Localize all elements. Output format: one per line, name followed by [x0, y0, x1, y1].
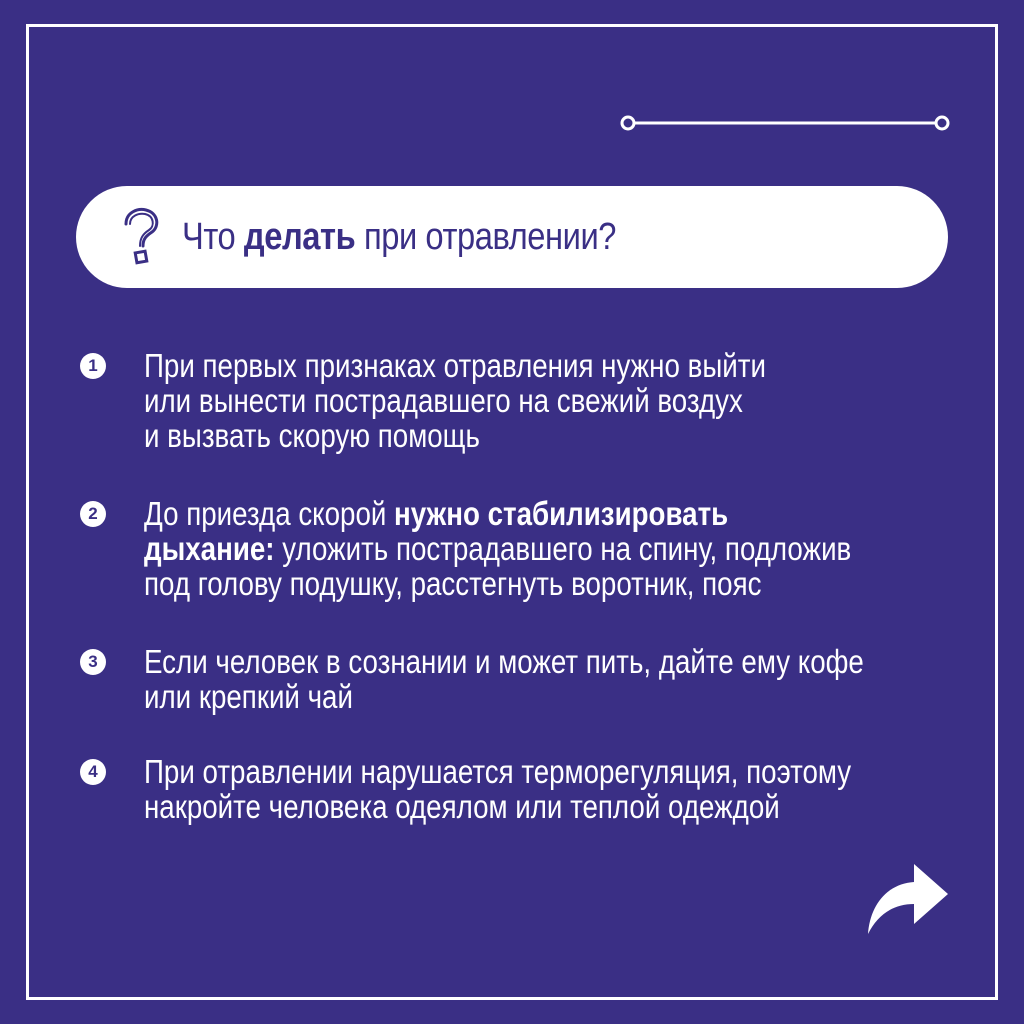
- item-text: Если человек в сознании и может пить, дайте ему кофе или крепкий чай: [144, 643, 864, 715]
- number-badge: 1: [80, 353, 106, 379]
- item-text: До приезда скорой нужно стабилизировать дыхание: уложить пострадавшего на спину, подложив под голову подушку, расстегнуть воротник, пояс: [144, 495, 852, 602]
- decorative-line: [618, 112, 952, 134]
- item-text: При первых признаках отравления нужно выйти или вынести пострадавшего на свежий воздух и вызвать скорую помощь: [144, 347, 766, 454]
- page-title: Что делать при отравлении?: [182, 215, 617, 258]
- title-banner: [76, 186, 948, 288]
- share-arrow-icon[interactable]: [866, 858, 950, 936]
- item-text: При отравлении нарушается терморегуляция, поэтому накройте человека одеялом или теплой одеждой: [144, 753, 852, 825]
- number-badge: 2: [80, 501, 106, 527]
- question-mark-icon: [116, 206, 166, 268]
- number-badge: 3: [80, 649, 106, 675]
- number-badge: 4: [80, 759, 106, 785]
